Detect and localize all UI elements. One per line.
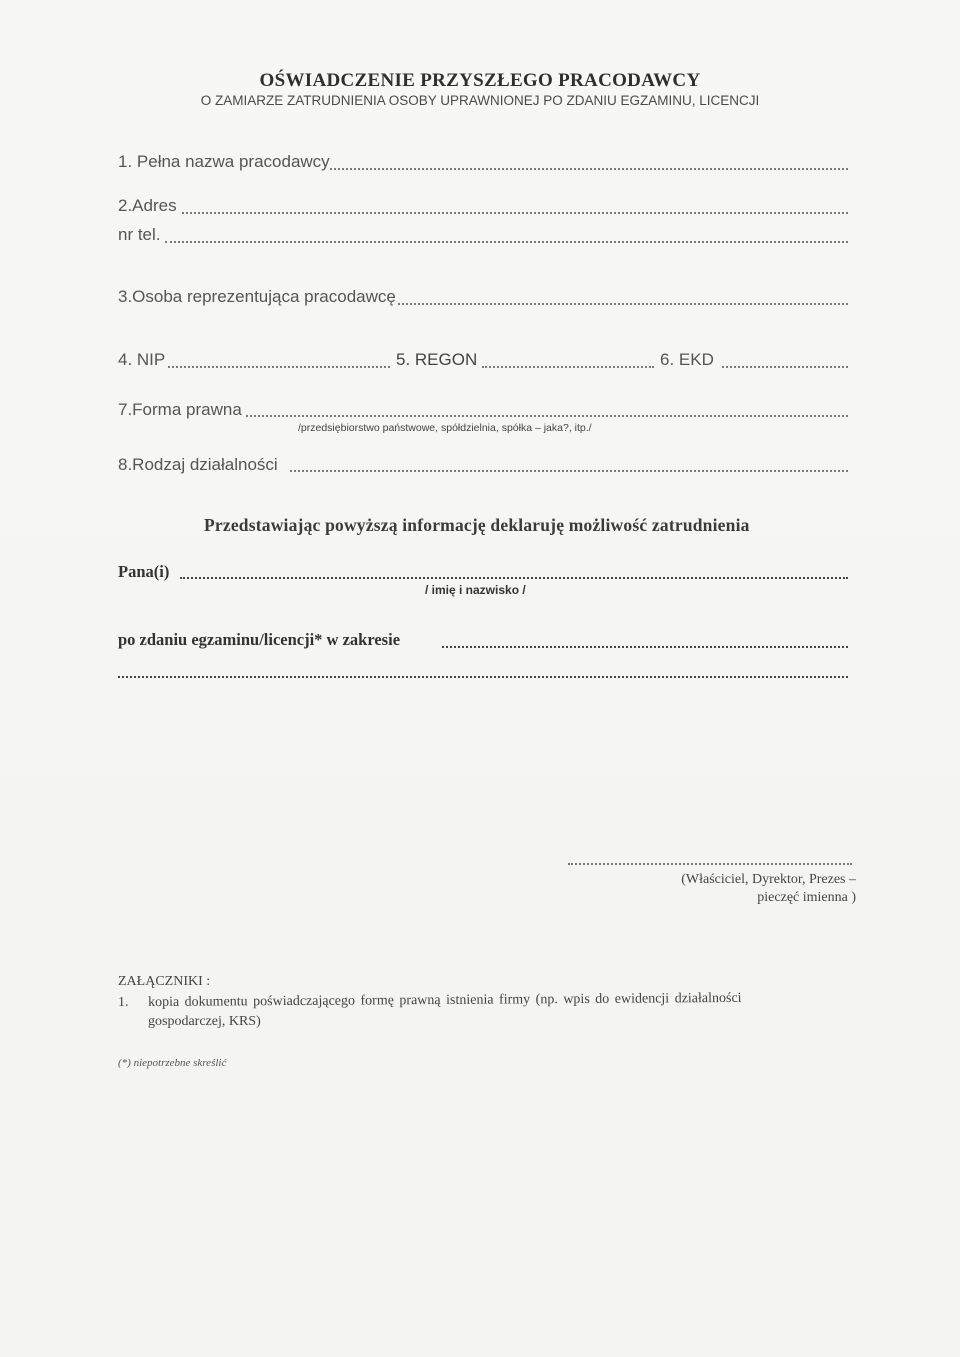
employer-name-field[interactable] [330, 168, 848, 170]
document-title: OŚWIADCZENIE PRZYSZŁEGO PRACODAWCY [259, 70, 701, 91]
activity-label: 8.Rodzaj działalności [118, 455, 278, 474]
scope-field[interactable] [442, 646, 848, 648]
ekd-label: 6. EKD [660, 350, 714, 369]
attachment-description-continued: gospodarczej, KRS) [148, 1014, 261, 1029]
footnote: (*) niepotrzebne skreślić [118, 1057, 227, 1069]
attachment-number: 1. [118, 995, 129, 1010]
legal-form-hint: /przedsiębiorstwo państwowe, spółdzielnia, spółka – jaka?, itp./ [298, 422, 592, 434]
attachments-heading: ZAŁĄCZNIKI : [118, 974, 211, 989]
representative-label: 3.Osoba reprezentująca pracodawcę [118, 287, 396, 306]
scope-label: po zdaniu egzaminu/licencji* w zakresie [118, 630, 401, 649]
person-label: Pana(i) [118, 562, 170, 581]
phone-field[interactable] [165, 241, 848, 243]
representative-field[interactable] [398, 303, 848, 305]
regon-label: 5. REGON [396, 350, 478, 369]
activity-field[interactable] [290, 470, 848, 472]
employer-name-label: 1. Pełna nazwa pracodawcy [118, 152, 330, 171]
signature-line[interactable] [568, 863, 852, 865]
ekd-field[interactable] [722, 366, 848, 368]
attachment-description: kopia dokumentu poświadczającego formę prawną istnienia firmy (np. wpis do ewidencji działalności [148, 990, 742, 1010]
person-hint: / imię i nazwisko / [425, 583, 526, 597]
legal-form-label: 7.Forma prawna [118, 400, 242, 419]
scope-field-continuation[interactable] [118, 676, 848, 678]
regon-field[interactable] [482, 366, 654, 368]
legal-form-field[interactable] [246, 415, 848, 417]
nip-field[interactable] [168, 366, 390, 368]
address-field[interactable] [182, 212, 848, 214]
document-subtitle: O ZAMIARZE ZATRUDNIENIA OSOBY UPRAWNIONEJ PO ZDANIU EGZAMINU, LICENCJI [200, 93, 760, 108]
declaration-text: Przedstawiając powyższą informację deklaruję możliwość zatrudnienia [204, 515, 750, 535]
nip-label: 4. NIP [118, 350, 166, 369]
address-label: 2.Adres [118, 196, 177, 215]
signature-stamp-note: pieczęć imienna ) [757, 890, 856, 905]
signature-role: (Właściciel, Dyrektor, Prezes – [681, 872, 856, 887]
person-name-field[interactable] [180, 577, 848, 579]
phone-label: nr tel. [118, 225, 161, 244]
